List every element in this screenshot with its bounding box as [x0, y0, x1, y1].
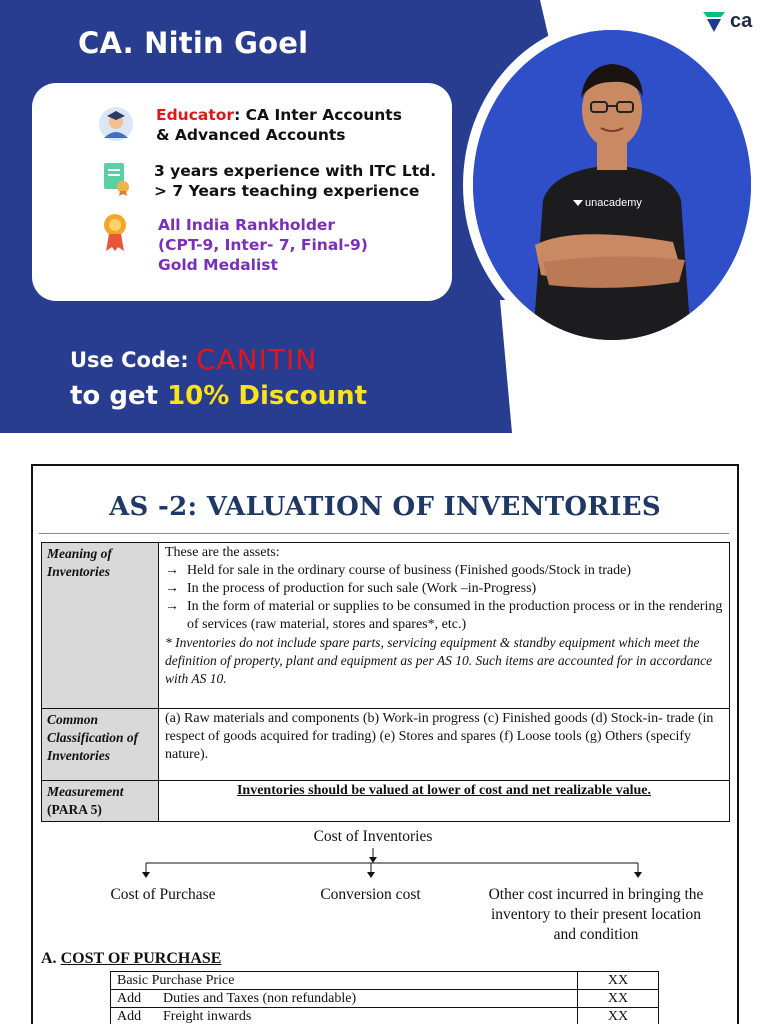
title-rule	[39, 533, 729, 534]
section-title: COST OF PURCHASE	[60, 950, 222, 967]
presenter-name: CA. Nitin Goel	[78, 26, 309, 60]
section-a-heading	[41, 950, 221, 968]
flow-branch-other: Other cost incurred in bringing the inventory to their present location and condition	[488, 886, 704, 943]
measurement-rule: Inventories should be valued at lower of cost and net realizable value.	[159, 781, 730, 822]
section-letter: A.	[41, 950, 57, 967]
table-row	[42, 781, 730, 822]
table-row	[42, 543, 730, 709]
row-label: Meaning of Inventories	[42, 543, 159, 709]
bullet-text: Held for sale in the ordinary course of business (Finished goods/Stock in trade)	[187, 563, 632, 578]
arrow-right-icon: →	[165, 599, 179, 614]
gold-medalist: Gold Medalist	[158, 256, 278, 274]
concept-table	[41, 542, 730, 822]
bullet-text: In the process of production for such sale (Work –in-Progress)	[187, 581, 537, 596]
arrow-right-icon: →	[165, 581, 179, 596]
unacademy-logo-icon	[702, 11, 726, 33]
promo-code-line	[70, 343, 317, 376]
purchase-amount: XX	[578, 972, 659, 990]
purchase-amount: XX	[578, 1008, 659, 1024]
row-label	[42, 781, 159, 822]
flow-root: Cost of Inventories	[313, 828, 433, 845]
purchase-cost-table	[110, 971, 659, 1024]
purchase-label: Duties and Taxes (non refundable)	[163, 990, 357, 1006]
experience-itc: 3 years experience with ITC Ltd.	[154, 162, 437, 180]
purchase-item	[111, 990, 578, 1008]
promo-discount: 10% Discount	[167, 381, 368, 411]
bullet-text: In the form of material or supplies to be consumed in the production process or in the rendering of services (raw material, stores and spares*, etc.)	[187, 599, 723, 632]
rank-title: All India Rankholder	[158, 216, 336, 234]
list-item	[165, 598, 723, 634]
presenter-info-card	[32, 83, 452, 301]
experience-teaching: > 7 Years teaching experience	[154, 182, 420, 200]
table-row	[111, 972, 659, 990]
row-content	[159, 543, 730, 709]
purchase-amount: XX	[578, 990, 659, 1008]
measurement-label: Measurement	[47, 784, 124, 799]
measurement-para: (PARA 5)	[47, 802, 102, 817]
arrow-down-icon	[369, 857, 377, 863]
document-title: AS -2: VALUATION OF INVENTORIES	[109, 492, 661, 522]
table-row	[111, 990, 659, 1008]
classification-text: (a) Raw materials and components (b) Work-in progress (c) Finished goods (d) Stock-in- trade (in respect of goods acquired for trading) (e) Stores and spares (f) Loose tools (g) Others (specify nature).	[159, 709, 730, 781]
arrow-down-icon	[142, 872, 150, 878]
educator-avatar-icon	[98, 106, 134, 142]
flow-branch-conversion: Conversion cost	[320, 886, 421, 903]
promo-discount-line	[70, 381, 367, 411]
presenter-illustration	[473, 30, 751, 340]
presenter-photo	[473, 30, 751, 340]
purchase-prefix: Add	[117, 990, 142, 1006]
purchase-item	[111, 1008, 578, 1024]
table-row	[111, 1008, 659, 1024]
meaning-intro: These are the assets:	[165, 545, 280, 560]
flow-branch-purchase: Cost of Purchase	[110, 886, 216, 903]
logo-text: ca	[730, 10, 753, 32]
educator-subject: : CA Inter Accounts	[234, 106, 402, 124]
row-label: Common Classification of Inventories	[42, 709, 159, 781]
rank-details: (CPT-9, Inter- 7, Final-9)	[158, 236, 368, 254]
shirt-brand-text: unacademy	[585, 197, 642, 209]
table-row	[42, 709, 730, 781]
promo-banner	[0, 0, 768, 433]
arrow-down-icon	[367, 872, 375, 878]
promo-code: CANITIN	[195, 343, 318, 376]
list-item	[165, 580, 723, 598]
meaning-note: * Inventories do not include spare parts, servicing equipment & standby equipment which meet the definition of property, plant and equipment as per AS 10. Such items are accounted for in accordance with AS 10.	[165, 635, 713, 686]
medal-icon	[102, 213, 128, 253]
educator-subject-line2: & Advanced Accounts	[156, 126, 346, 144]
purchase-label: Freight inwards	[163, 1008, 252, 1024]
purchase-label: Basic Purchase Price	[117, 972, 235, 988]
brand-logo	[702, 10, 752, 33]
purchase-item	[111, 972, 578, 990]
list-item	[165, 562, 723, 580]
arrow-right-icon: →	[165, 563, 179, 578]
certificate-icon	[102, 161, 132, 197]
promo-code-prefix: Use Code:	[70, 348, 196, 372]
arrow-down-icon	[634, 872, 642, 878]
promo-discount-prefix: to get	[70, 381, 168, 411]
purchase-prefix: Add	[117, 1008, 142, 1024]
educator-highlight: Educator	[156, 106, 235, 124]
document-page	[31, 464, 739, 1024]
